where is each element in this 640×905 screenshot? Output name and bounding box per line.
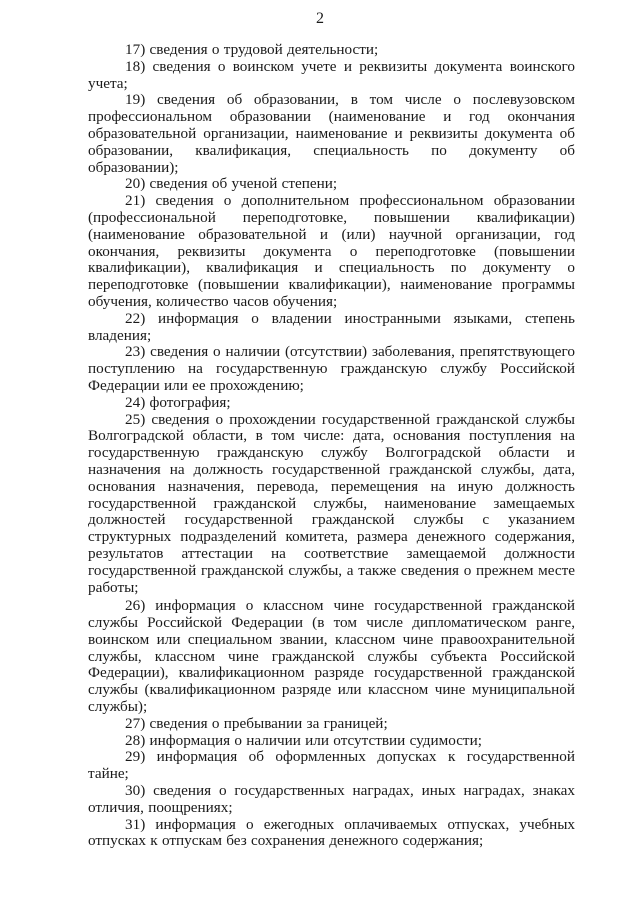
list-item-28: 28) информация о наличии или отсутствии судимости;	[125, 731, 482, 749]
list-item-18: 18) сведения о воинском учете и реквизиты документа воинского учета;	[88, 57, 575, 92]
list-item-23: 23) сведения о наличии (отсутствии) заболевания, препятствующего поступлению на государственную гражданскую службу Российской Федерации или ее прохождению;	[88, 343, 575, 394]
list-item-27: 27) сведения о пребывании за границей;	[125, 714, 388, 732]
list-item-21: 21) сведения о дополнительном профессиональном образовании (профессиональной переподготовке, повышении квалификации) (наименование образовательной и (или) научной организации, год окончания, реквизиты документа о переподготовке (повышении квалификации), квалификация и специальность по документу о переподготовке (повышении квалификации), наименование программы обучения, количество часов обучения;	[88, 192, 575, 310]
list-item-22: 22) информация о владении иностранными языками, степень владения;	[88, 309, 575, 344]
list-item-29: 29) информация об оформленных допусках к государственной тайне;	[88, 748, 575, 783]
page-number: 2	[316, 10, 324, 27]
list-item-30: 30) сведения о государственных наградах, иных наградах, знаках отличия, поощрениях;	[88, 782, 575, 816]
list-item-20: 20) сведения об ученой степени;	[125, 175, 338, 193]
list-item-25: 25) сведения о прохождении государственной гражданской службы Волгоградской области, в том числе: дата, основания поступления на государственную гражданскую службу Волгоградской области и назначения на должность государственной гражданской службы, дата, основания назначения, перевода, перемещения на иную должность государственной гражданской службы, наименование замещаемых должностей государственной гражданской службы с указанием структурных подразделений комитета, размера денежного содержания, результатов аттестации на соответствие замещаемой должности государственной гражданской службы, а также сведения о прежнем месте работы;	[88, 410, 575, 596]
list-item-17: 17) сведения о трудовой деятельности;	[125, 41, 379, 58]
list-item-24: 24) фотография;	[125, 393, 231, 411]
list-item-31: 31) информация о ежегодных оплачиваемых отпусках, учебных отпусках к отпускам без сохранения денежного содержания;	[88, 815, 575, 850]
list-item-26: 26) информация о классном чине государственной гражданской службы Российской Федерации (в том числе дипломатическом ранге, воинском или специальном звании, классном чине правоохранительной службы, классном чине гражданской службы субъекта Российской Федерации), квалификационном разряде государственной гражданской службы (квалификационном разряде или классном чине муниципальной службы);	[88, 597, 575, 716]
list-item-19: 19) сведения об образовании, в том числе о послевузовском профессиональном образовании (наименование и год окончания образовательной организации, наименование и реквизиты документа об образовании, квалификация, специальность по документу об образовании);	[88, 91, 575, 176]
document-body	[88, 42, 575, 850]
